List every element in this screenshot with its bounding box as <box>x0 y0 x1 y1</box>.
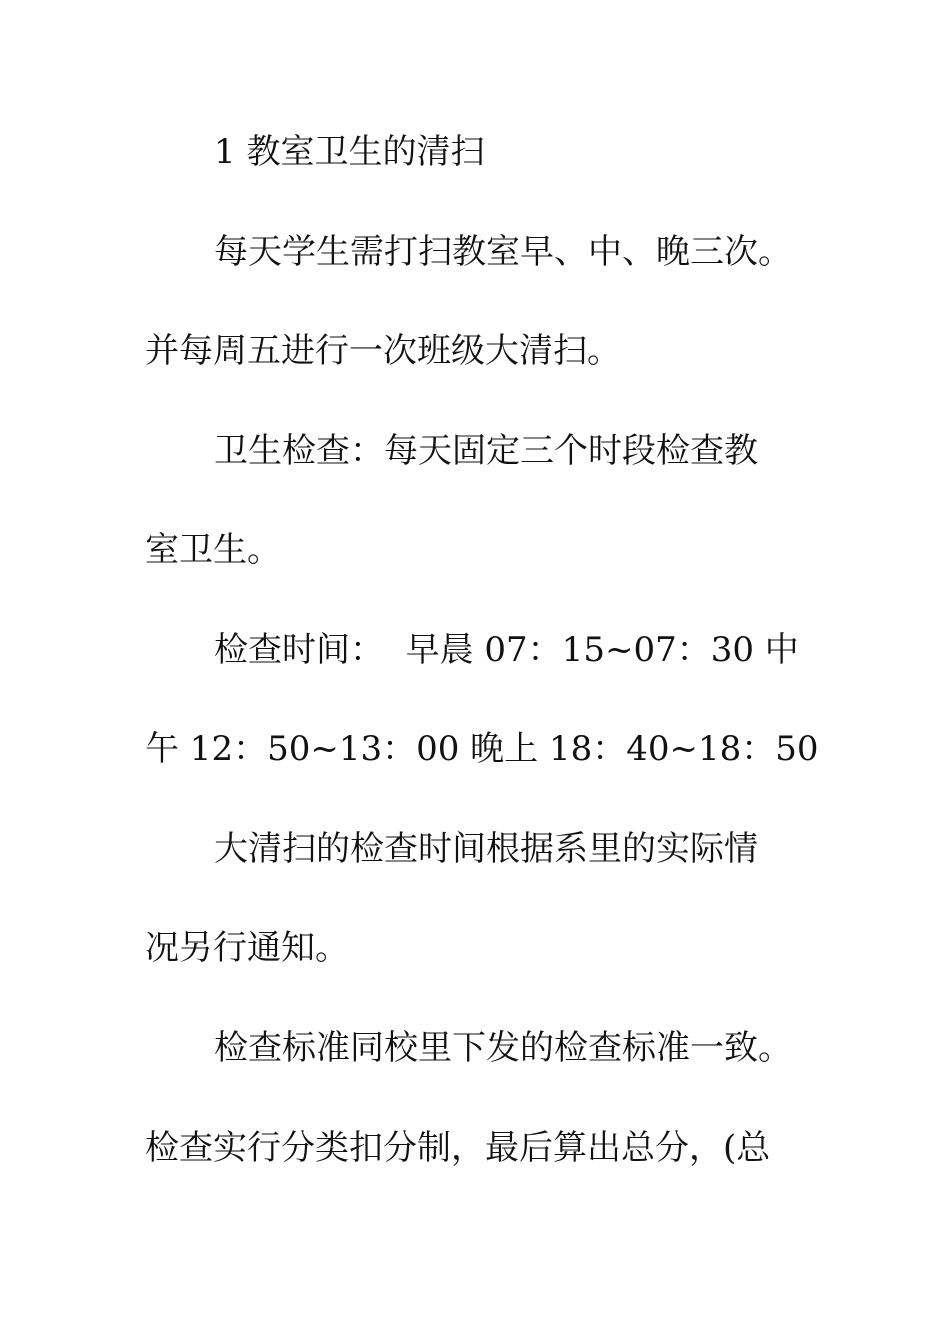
section-heading: 1 教室卫生的清扫 <box>214 132 485 172</box>
paragraph-line: 卫生检查：每天固定三个时段检查教 <box>214 431 758 471</box>
paragraph-line: 检查标准同校里下发的检查标准一致。 <box>214 1028 792 1068</box>
paragraph-line: 况另行通知。 <box>145 928 349 968</box>
paragraph-line: 检查时间： 早晨 07：15~07：30 中 <box>214 630 799 670</box>
paragraph-line: 并每周五进行一次班级大清扫。 <box>145 331 621 371</box>
paragraph-line: 每天学生需打扫教室早、中、晚三次。 <box>214 232 792 272</box>
paragraph-line: 午 12：50~13：00 晚上 18：40~18：50 <box>145 729 819 769</box>
paragraph-line: 检查实行分类扣分制，最后算出总分，(总 <box>145 1128 771 1168</box>
paragraph-line: 室卫生。 <box>145 530 281 570</box>
paragraph-line: 大清扫的检查时间根据系里的实际情 <box>214 829 758 869</box>
